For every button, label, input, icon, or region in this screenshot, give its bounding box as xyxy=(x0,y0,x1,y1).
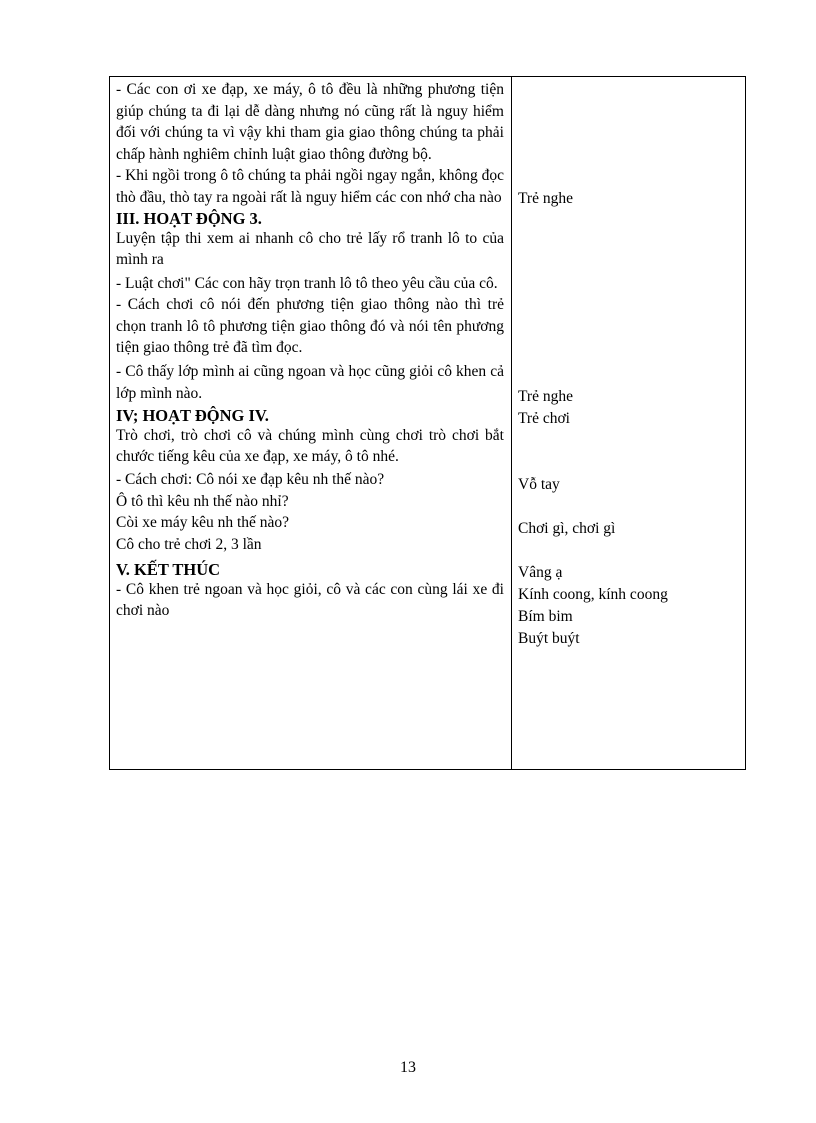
column-divider xyxy=(511,77,512,769)
response-bicycle-bell: Kính coong, kính coong xyxy=(518,586,668,603)
line-car-question: Ô tô thì kêu nh thế nào nhỉ? xyxy=(116,492,289,510)
response-what-game: Chơi gì, chơi gì xyxy=(518,520,616,537)
line-motorbike-question: Còi xe máy kêu nh thế nào? xyxy=(116,514,290,532)
line-bicycle-question: - Cách chơi: Cô nói xe đạp kêu nh thế nào? xyxy=(116,471,385,489)
response-play: Trẻ chơi xyxy=(518,410,570,427)
paragraph-practice: Luyện tập thi xem ai nhanh cô cho trẻ lấy rổ tranh lô to của mình ra xyxy=(116,229,504,268)
page-number: 13 xyxy=(400,1059,416,1076)
response-listen-2: Trẻ nghe xyxy=(518,388,573,405)
response-clap: Vỗ tay xyxy=(518,476,560,493)
lesson-table xyxy=(109,76,746,770)
paragraph-game-rules: - Luật chơi" Các con hãy trọn tranh lô tô theo yêu cầu của cô. xyxy=(116,274,498,292)
response-yes: Vâng ạ xyxy=(518,564,563,581)
heading-activity-3: III. HOẠT ĐỘNG 3. xyxy=(116,208,262,228)
activity-column xyxy=(116,79,504,622)
paragraph-how-to-play: - Cách chơi cô nói đến phương tiện giao thông nào thì trẻ chọn tranh lô tô phương tiện giao thông đó và nói tên phương tiện giao thông trẻ đã tìm đọc. xyxy=(116,296,504,357)
response-car-horn: Bím bim xyxy=(518,608,573,625)
heading-conclusion: V. KẾT THÚC xyxy=(116,559,221,579)
heading-activity-4: IV; HOẠT ĐỘNG IV. xyxy=(116,406,269,426)
paragraph-imitation-game: Trò chơi, trò chơi cô và chúng mình cùng chơi trò chơi bắt chước tiếng kêu của xe đạp, xe máy, ô tô nhé. xyxy=(116,427,504,466)
paragraph-praise: - Cô thấy lớp mình ai cũng ngoan và học cũng giỏi cô khen cả lớp mình nào. xyxy=(116,362,504,402)
response-listen-1: Trẻ nghe xyxy=(518,190,573,207)
paragraph-closing: - Cô khen trẻ ngoan và học giỏi, cô và các con cùng lái xe đi chơi nào xyxy=(116,580,504,620)
paragraph-car-safety: - Khi ngồi trong ô tô chúng ta phải ngồi ngay ngắn, không đọc thò đầu, thò tay ra ngoài rất là nguy hiểm các con nhớ cha nào xyxy=(116,167,504,206)
line-play-times: Cô cho trẻ chơi 2, 3 lần xyxy=(116,535,262,553)
paragraph-vehicles-danger: - Các con ơi xe đạp, xe máy, ô tô đều là những phương tiện giúp chúng ta đi lại dễ dàng nhưng nó cũng rất là nguy hiểm đối với chúng ta vì vậy khi tham gia giao thông chúng ta phải chấp hành nghiêm chỉnh luật giao thông đường bộ. xyxy=(116,81,504,163)
response-motorbike-horn: Buýt buýt xyxy=(518,630,580,647)
